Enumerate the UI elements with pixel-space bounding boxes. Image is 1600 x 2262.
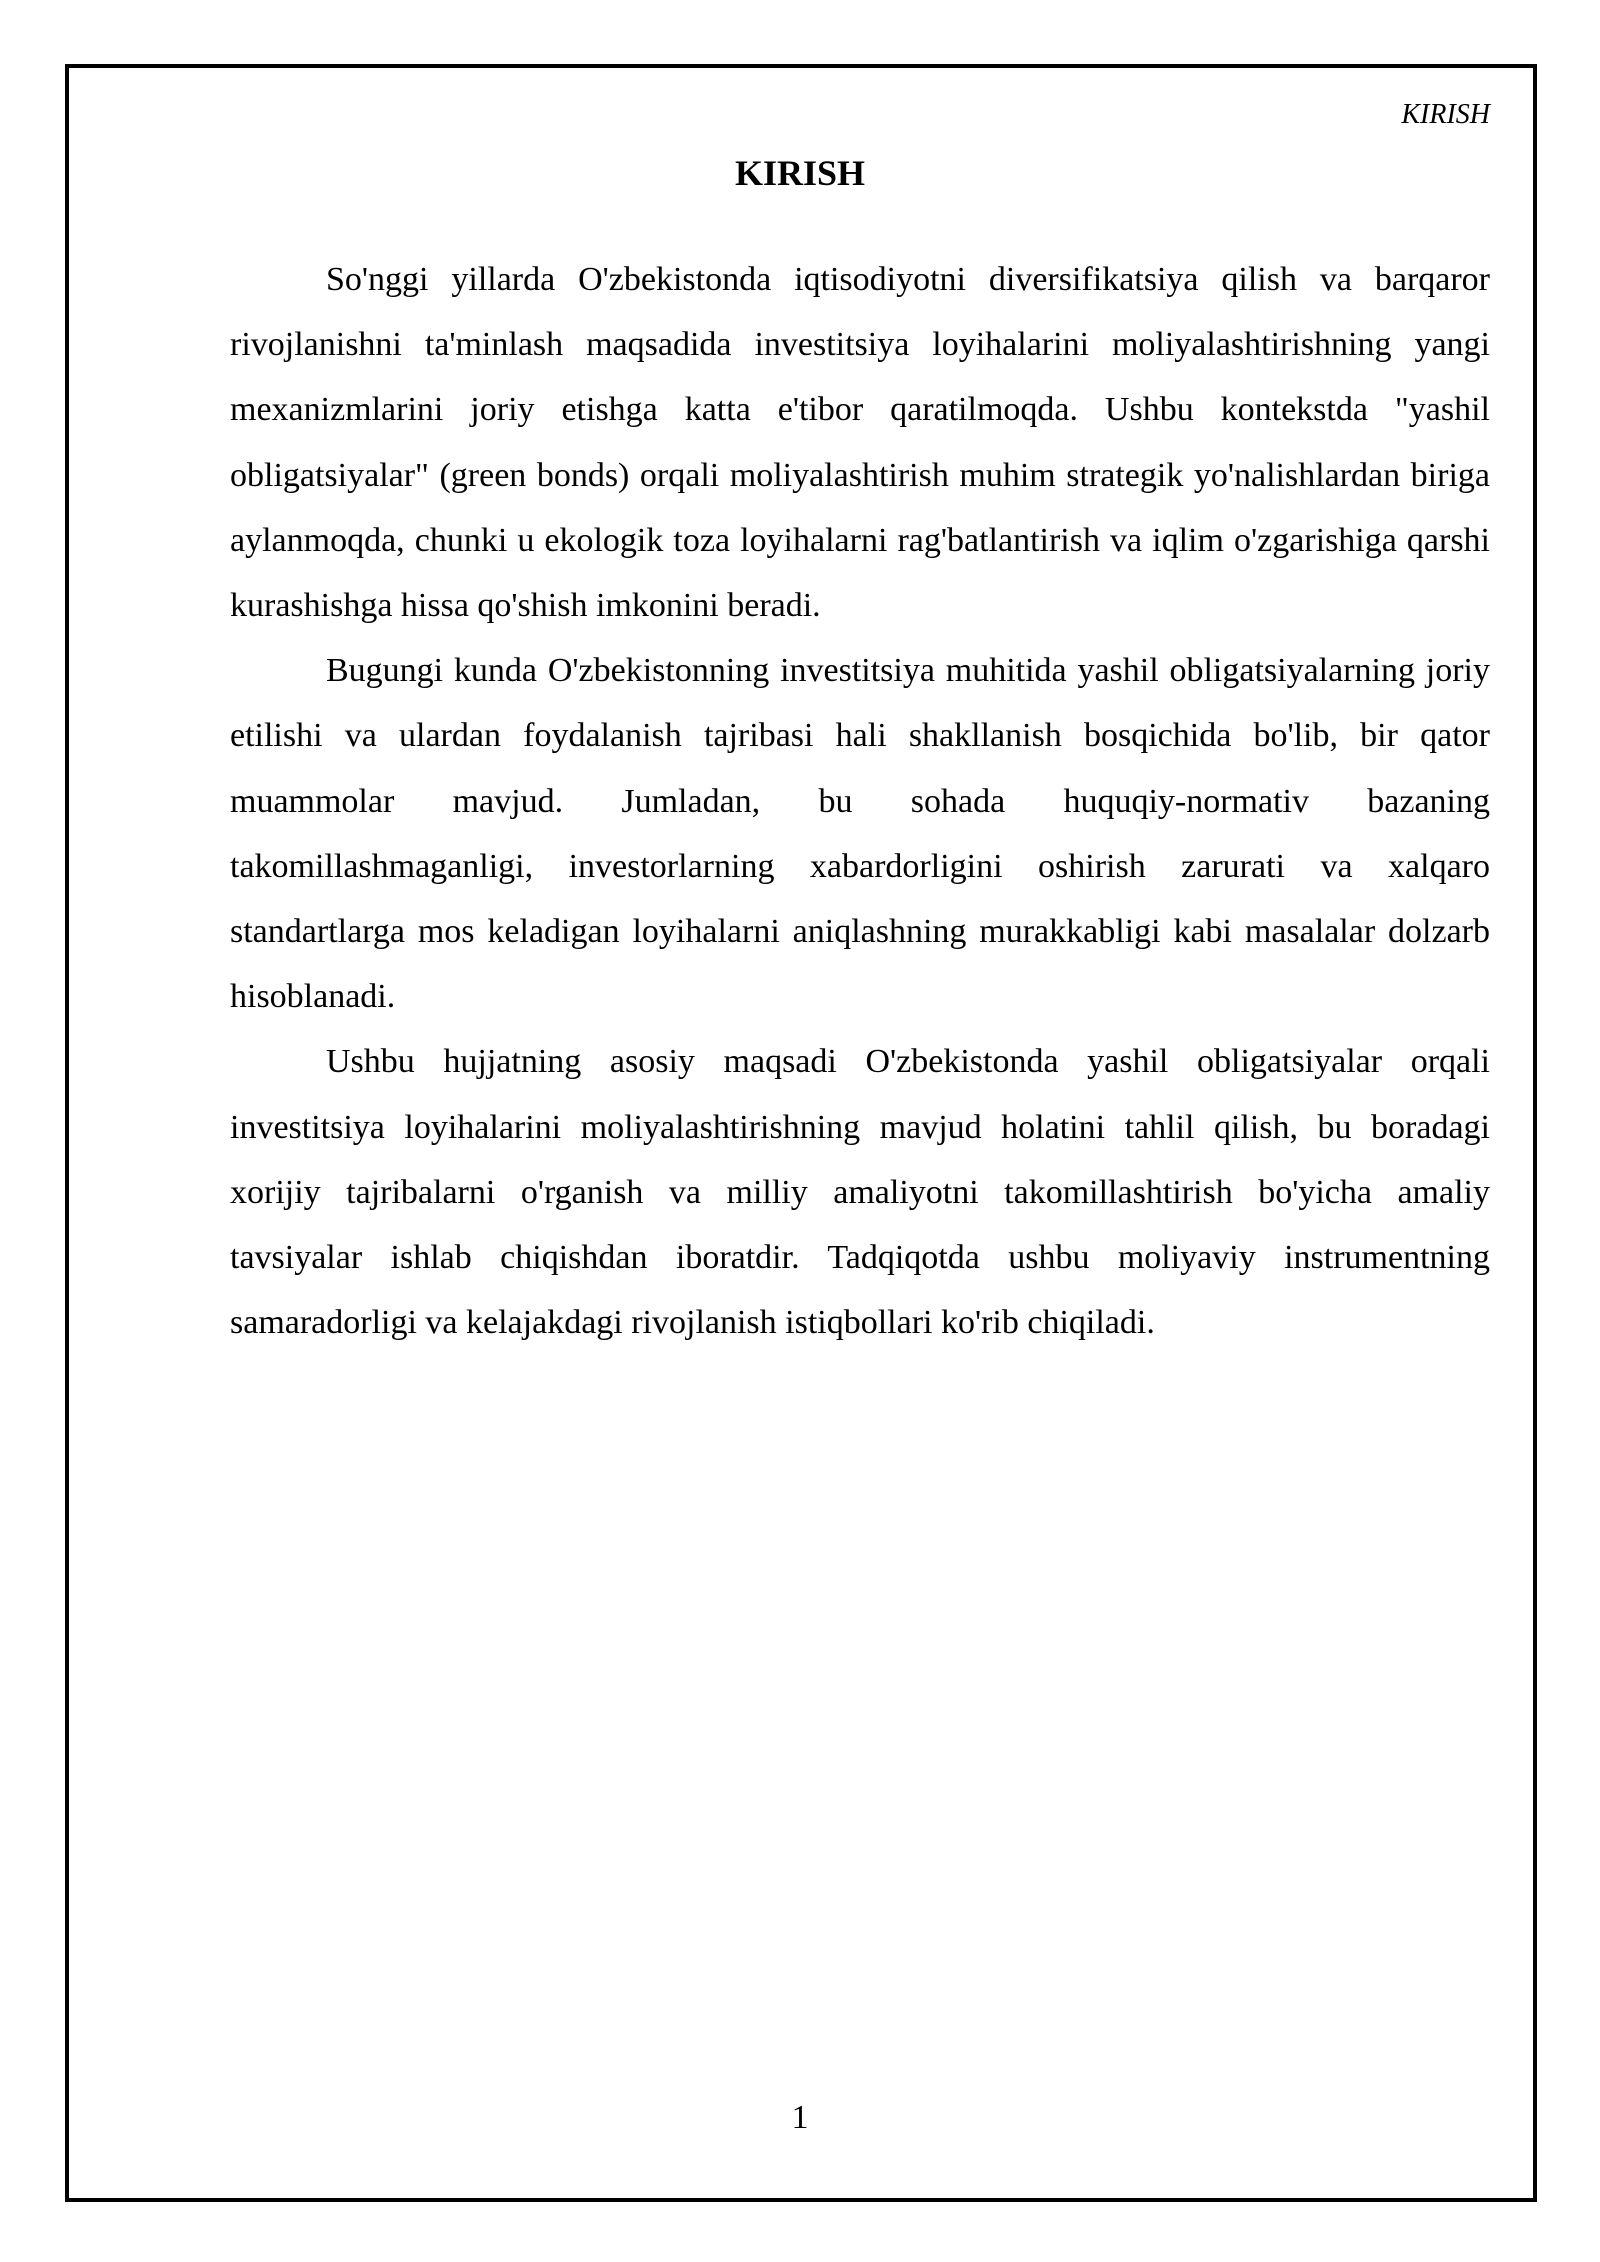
page-number: 1: [791, 2099, 809, 2136]
running-header: KIRISH: [1401, 99, 1490, 130]
document-title: KIRISH: [734, 153, 866, 193]
paragraph-intro: So'nggi yillarda O'zbekistonda iqtisodiyotni diversifikatsiya qilish va barqaror rivojlanishni ta'minlash maqsadida investitsiya loyihalarini moliyalashtirishning yangi mexanizmlarini joriy etishga katta e'tibor qaratilmoqda. Ushbu kontekstda "yashil obligatsiyalar" (green bonds) orqali moliyalashtirish muhim strategik yo'nalishlardan biriga aylanmoqda, chunki u ekologik toza loyihalarni rag'batlantirish va iqlim o'zgarishiga qarshi kurashishga hissa qo'shish imkonini beradi.: [230, 261, 1490, 625]
document-body: [230, 247, 1490, 1355]
paragraph-problems: Bugungi kunda O'zbekistonning investitsiya muhitida yashil obligatsiyalarning joriy etilishi va ulardan foydalanish tajribasi hali shakllanish bosqichida bo'lib, bir qator muammolar mavjud. Jumladan, bu sohada huquqiy-normativ bazaning takomillashmaganligi, investorlarning xabardorligini oshirish zarurati va xalqaro standartlarga mos keladigan loyihalarni aniqlashning murakkabligi kabi masalalar dolzarb hisoblanadi.: [230, 652, 1490, 1016]
paragraph-purpose: Ushbu hujjatning asosiy maqsadi O'zbekistonda yashil obligatsiyalar orqali investitsiya loyihalarini moliyalashtirishning mavjud holatini tahlil qilish, bu boradagi xorijiy tajribalarni o'rganish va milliy amaliyotni takomillashtirish bo'yicha amaliy tavsiyalar ishlab chiqishdan iboratdir. Tadqiqotda ushbu moliyaviy instrumentning samaradorligi va kelajakdagi rivojlanish istiqbollari ko'rib chiqiladi.: [230, 1043, 1490, 1342]
